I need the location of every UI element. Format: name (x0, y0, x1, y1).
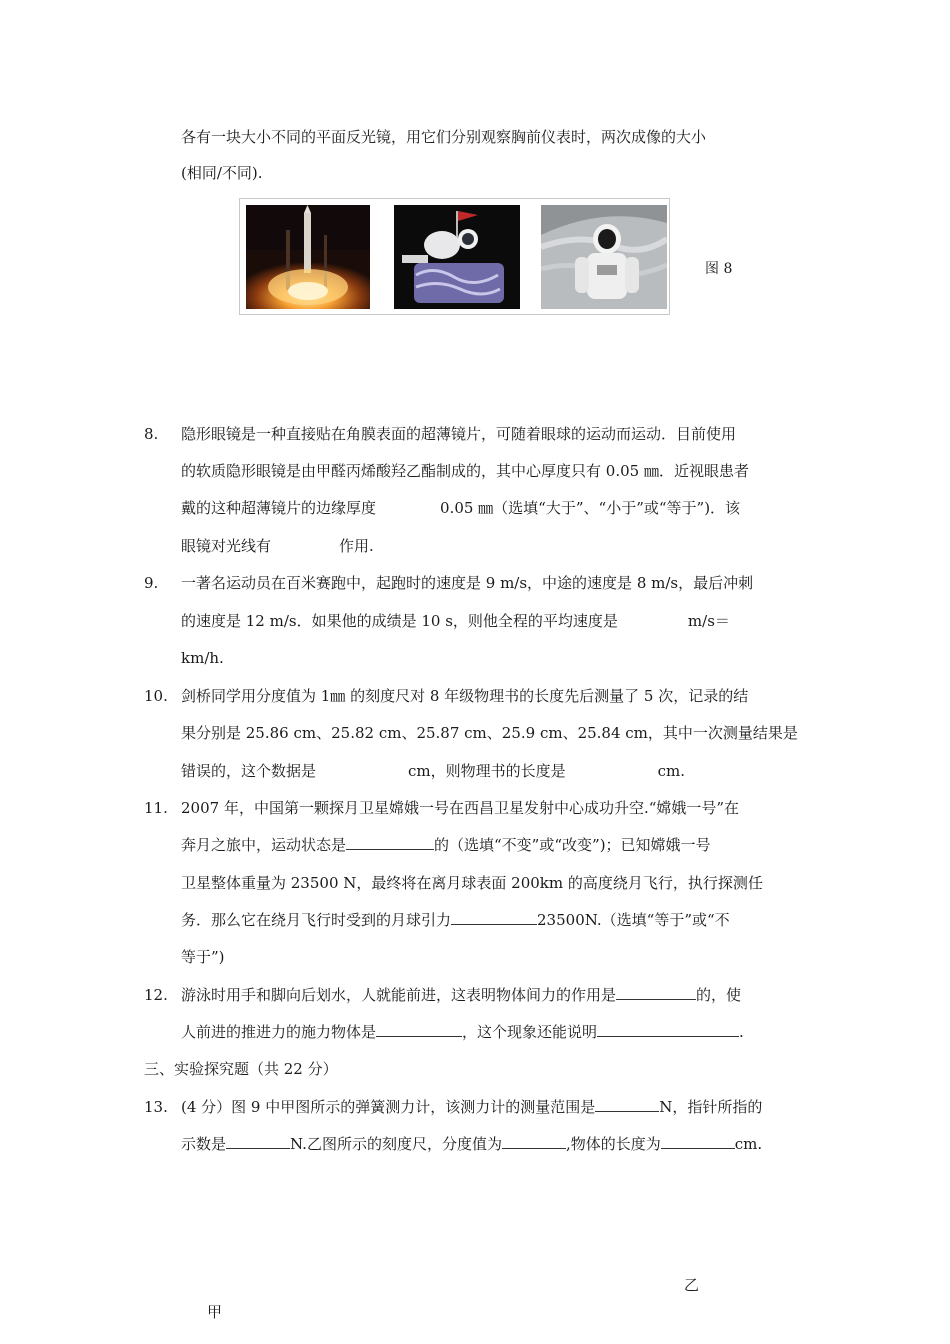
q8-line-3 (181, 498, 740, 518)
q9-line-3: km/h. (181, 649, 224, 667)
q13-line-2-text-b: N.乙图所示的刻度尺，分度值为 (290, 1135, 502, 1153)
q12-line-1-text-a: 游泳时用手和脚向后划水，人就能前进，这表明物体间力的作用是 (181, 986, 617, 1004)
q11-number: 11. (144, 799, 168, 817)
figure-8-images (239, 198, 670, 315)
q12-line-2-text-c: . (739, 1023, 744, 1041)
q11-line-2-text-a: 奔月之旅中，运动状态是 (181, 836, 347, 854)
figure-label-yi: 乙 (684, 1276, 700, 1294)
astronaut-earth-photo (541, 205, 667, 309)
q11-line-3: 卫星整体重量为 23500 N，最终将在离月球表面 200km 的高度绕月飞行，执行探测任 (181, 874, 763, 892)
spacewalk-photo (394, 205, 520, 309)
q10-line-3 (181, 761, 685, 781)
q12-line-1-text-b: 的，使 (696, 986, 742, 1004)
q10-line-3-text-a: 错误的，这个数据是 (181, 762, 317, 780)
q8-line-3-text-b: 0.05 ㎜（选填“大于”、“小于”或“等于”)．该 (440, 499, 741, 517)
q9-line-2-text-a: 的速度是 12 m/s．如果他的成绩是 10 s，则他全程的平均速度是 (181, 612, 618, 630)
q8-number: 8. (144, 425, 159, 443)
q10-number: 10. (144, 687, 168, 705)
q9-number: 9. (144, 574, 159, 592)
q11-line-4-text-b: 23500N.（选填“等于”或“不 (537, 911, 730, 929)
q8-line-2: 的软质隐形眼镜是由甲醛丙烯酸羟乙酯制成的，其中心厚度只有 0.05 ㎜．近视眼患者 (181, 462, 749, 480)
q13-line-2-text-a: 示数是 (181, 1135, 227, 1153)
q10-line-2: 果分别是 25.86 cm、25.82 cm、25.87 cm、25.9 cm、25.84 cm，其中一次测量结果是 (181, 724, 798, 742)
rocket-launch-photo (246, 205, 370, 309)
q11-line-4 (181, 910, 730, 930)
q12-line-2 (181, 1022, 744, 1042)
q11-line-5: 等于”) (181, 948, 225, 966)
q12-blank-explanation[interactable] (597, 1022, 739, 1037)
q13-blank-reading[interactable] (226, 1134, 290, 1149)
q13-line-2-text-d: cm. (734, 1135, 763, 1153)
intro-line-1: 各有一块大小不同的平面反光镜，用它们分别观察胸前仪表时，两次成像的大小 (181, 128, 707, 146)
intro-line-2: (相同/不同). (181, 164, 263, 182)
q9-line-2 (181, 611, 730, 631)
q13-number: 13. (144, 1098, 168, 1116)
q9-line-2-text-b: m/s＝ (687, 612, 730, 630)
q12-blank-force-source[interactable] (376, 1022, 462, 1037)
q12-blank-force-nature[interactable] (616, 985, 696, 1000)
q9-line-1: 一著名运动员在百米赛跑中，起跑时的速度是 9 m/s，中途的速度是 8 m/s，最后冲刺 (181, 574, 754, 592)
q10-line-3-text-c: cm. (657, 762, 686, 780)
q12-line-2-text-b: ，这个现象还能说明 (462, 1023, 598, 1041)
q10-line-1: 剑桥同学用分度值为 1㎜ 的刻度尺对 8 年级物理书的长度先后测量了 5 次，记录的结 (181, 687, 749, 705)
q10-line-3-text-b: cm，则物理书的长度是 (408, 762, 566, 780)
q13-line-2 (181, 1134, 762, 1154)
q13-line-1 (181, 1097, 762, 1117)
q11-blank-motion-state[interactable] (346, 835, 434, 850)
q12-line-2-text-a: 人前进的推进力的施力物体是 (181, 1023, 377, 1041)
q13-blank-length[interactable] (661, 1134, 735, 1149)
figure-label-jia: 甲 (207, 1303, 223, 1321)
q8-line-4-text-a: 眼镜对光线有 (181, 537, 272, 555)
section-3-title: 三、实验探究题（共 22 分） (144, 1060, 338, 1078)
q13-line-1-text-b: N，指针所指的 (659, 1098, 763, 1116)
q11-line-2 (181, 835, 711, 855)
q13-blank-range[interactable] (595, 1097, 659, 1112)
q13-line-2-text-c: ,物体的长度为 (565, 1135, 661, 1153)
q11-line-1: 2007 年，中国第一颗探月卫星嫦娥一号在西昌卫星发射中心成功升空.“嫦娥一号”在 (181, 799, 740, 817)
q11-line-2-text-b: 的（选填“不变”或“改变”)；已知嫦娥一号 (434, 836, 711, 854)
q13-blank-division[interactable] (502, 1134, 566, 1149)
figure-8-label: 图 8 (705, 261, 733, 277)
q13-line-1-text-a: (4 分）图 9 中甲图所示的弹簧测力计，该测力计的测量范围是 (181, 1098, 596, 1116)
q8-line-4 (181, 536, 374, 556)
q8-line-4-text-b: 作用. (339, 537, 374, 555)
q8-line-3-text-a: 戴的这种超薄镜片的边缘厚度 (181, 499, 377, 517)
q11-line-4-text-a: 务．那么它在绕月飞行时受到的月球引力 (181, 911, 452, 929)
q12-number: 12. (144, 986, 168, 1004)
q11-blank-gravity[interactable] (451, 910, 537, 925)
q8-line-1: 隐形眼镜是一种直接贴在角膜表面的超薄镜片，可随着眼球的运动而运动．目前使用 (181, 425, 737, 443)
q12-line-1 (181, 985, 741, 1005)
